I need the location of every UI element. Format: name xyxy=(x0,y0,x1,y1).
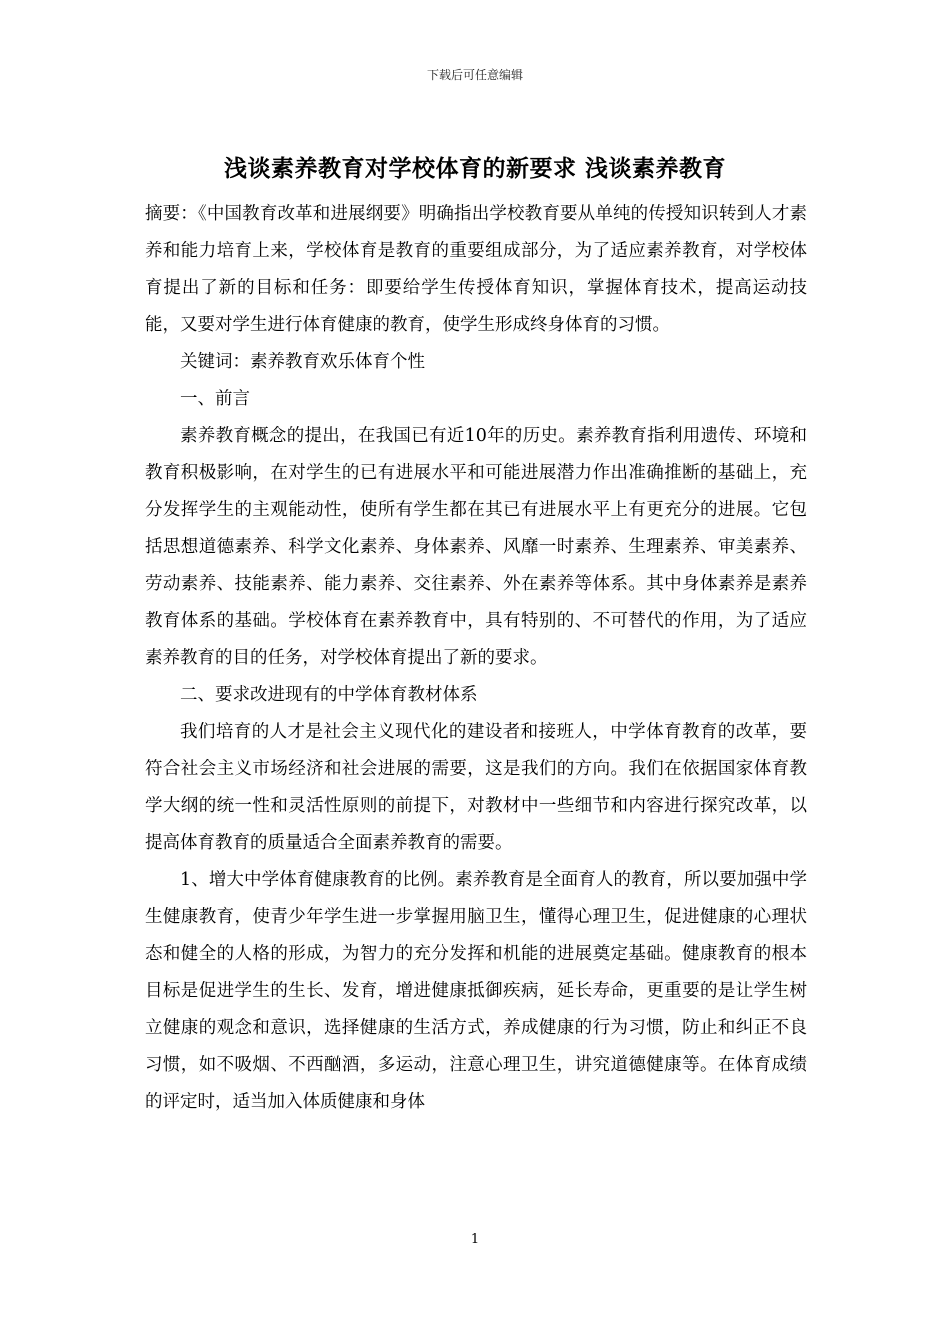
section-heading-preface: 一、前言 xyxy=(180,389,250,409)
body-paragraph: 素养教育概念的提出，在我国已有近10年的历史。素养教育指利用遗传、环境和教育积极影响，在对学生的已有进展水平和可能进展潜力作出准确推断的基础上，充分发挥学生的主观能动性，使所有学生都在其已有进展水平上有更充分的进展。它包括思想道德素养、科学文化素养、身体素养、风靡一时素养、生理素养、审美素养、劳动素养、技能素养、能力素养、交往素养、外在素养等体系。其中身体素养是素养教育体系的基础。学校体育在素养教育中，具有特别的、不可替代的作用，为了适应素养教育的目的任务，对学校体育提出了新的要求。 xyxy=(145,426,807,668)
section-heading-curriculum: 二、要求改进现有的中学体育教材体系 xyxy=(180,685,478,705)
header-note: 下载后可任意编辑 xyxy=(426,68,523,82)
document-body xyxy=(145,196,807,1121)
body-paragraph: 1、增大中学体育健康教育的比例。素养教育是全面育人的教育，所以要加强中学生健康教育，使青少年学生进一步掌握用脑卫生，懂得心理卫生，促进健康的心理状态和健全的人格的形成，为智力的充分发挥和机能的进展奠定基础。健康教育的根本目标是促进学生的生长、发育，增进健康抵御疾病，延长寿命，更重要的是让学生树立健康的观念和意识，选择健康的生活方式，养成健康的行为习惯，防止和纠正不良习惯，如不吸烟、不西酗酒，多运动，注意心理卫生，讲究道德健康等。在体育成绩的评定时，适当加入体质健康和身体 xyxy=(145,870,807,1112)
page-number: 1 xyxy=(470,1232,480,1247)
document-title: 浅谈素养教育对学校体育的新要求 浅谈素养教育 xyxy=(223,155,726,182)
abstract-paragraph: 摘要：《中国教育改革和进展纲要》明确指出学校教育要从单纯的传授知识转到人才素养和能力培育上来，学校体育是教育的重要组成部分，为了适应素养教育，对学校体育提出了新的目标和任务：即要给学生传授体育知识，掌握体育技术，提高运动技能，又要对学生进行体育健康的教育，使学生形成终身体育的习惯。 xyxy=(145,204,807,335)
body-paragraph: 我们培育的人才是社会主义现代化的建设者和接班人，中学体育教育的改革，要符合社会主义市场经济和社会进展的需要，这是我们的方向。我们在依据国家体育教学大纲的统一性和灵活性原则的前提下，对教材中一些细节和内容进行探究改革，以提高体育教育的质量适合全面素养教育的需要。 xyxy=(145,722,807,853)
keywords-paragraph: 关键词：素养教育欢乐体育个性 xyxy=(180,352,425,372)
